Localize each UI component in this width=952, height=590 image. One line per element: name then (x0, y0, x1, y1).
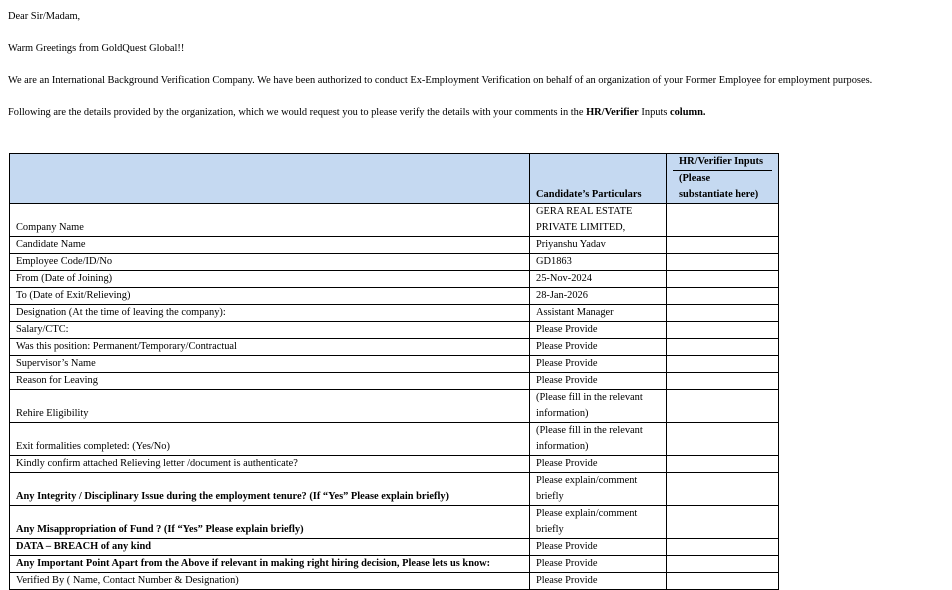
row-label: Was this position: Permanent/Temporary/Contractual (10, 339, 530, 356)
row-value: Please Provide (530, 356, 667, 373)
header-substantiate-note: (Please substantiate here) (679, 173, 759, 200)
verifier-input-cell[interactable] (667, 288, 779, 305)
row-label: Any Integrity / Disciplinary Issue during the employment tenure? (If “Yes” Please explain briefly) (10, 473, 530, 506)
row-value: Please Provide (530, 339, 667, 356)
row-label: Verified By ( Name, Contact Number & Designation) (10, 573, 530, 590)
verifier-input-cell[interactable] (667, 237, 779, 254)
table-row (10, 423, 779, 456)
table-row (10, 556, 779, 573)
table-row (10, 373, 779, 390)
row-value: Please Provide (530, 322, 667, 339)
row-value: Please Provide (530, 373, 667, 390)
table-row (10, 254, 779, 271)
table-row (10, 506, 779, 539)
table-row (10, 473, 779, 506)
table-row (10, 573, 779, 590)
row-value: Please Provide (530, 539, 667, 556)
request-paragraph (8, 107, 706, 118)
verifier-input-cell[interactable] (667, 506, 779, 539)
row-label: To (Date of Exit/Relieving) (10, 288, 530, 305)
row-label: Designation (At the time of leaving the company): (10, 305, 530, 322)
verifier-input-cell[interactable] (667, 556, 779, 573)
row-value: GD1863 (530, 254, 667, 271)
table-row (10, 204, 779, 237)
row-label: Kindly confirm attached Relieving letter /document is authenticate? (10, 456, 530, 473)
verifier-input-cell[interactable] (667, 390, 779, 423)
header-hr-verifier-title: HR/Verifier Inputs (673, 154, 772, 171)
greeting: Warm Greetings from GoldQuest Global!! (8, 43, 185, 54)
table-row (10, 288, 779, 305)
row-value: Please Provide (530, 456, 667, 473)
row-label: Salary/CTC: (10, 322, 530, 339)
verifier-input-cell[interactable] (667, 356, 779, 373)
header-blank-cell (10, 154, 530, 204)
row-label: DATA – BREACH of any kind (10, 539, 530, 556)
row-value: 25-Nov-2024 (530, 271, 667, 288)
row-value: 28-Jan-2026 (530, 288, 667, 305)
table-row (10, 356, 779, 373)
row-value: Please explain/comment briefly (530, 506, 667, 539)
row-value: GERA REAL ESTATE PRIVATE LIMITED, (530, 204, 667, 237)
request-bold-column: column. (670, 107, 706, 118)
verifier-input-cell[interactable] (667, 539, 779, 556)
table-row (10, 456, 779, 473)
row-label: Supervisor’s Name (10, 356, 530, 373)
header-candidate-particulars: Candidate’s Particulars (530, 154, 667, 204)
table-row (10, 271, 779, 288)
table-row (10, 237, 779, 254)
row-label: Reason for Leaving (10, 373, 530, 390)
row-value: Assistant Manager (530, 305, 667, 322)
verifier-input-cell[interactable] (667, 423, 779, 456)
verifier-input-cell[interactable] (667, 573, 779, 590)
request-text: Following are the details provided by the organization, which we would request you to please verify the details with your comments in the (8, 107, 587, 118)
table-row (10, 322, 779, 339)
request-bold-hr-verifier: HR/Verifier (586, 107, 639, 118)
row-value: (Please fill in the relevant information) (530, 390, 667, 423)
row-value: Priyanshu Yadav (530, 237, 667, 254)
verifier-input-cell[interactable] (667, 305, 779, 322)
verifier-input-cell[interactable] (667, 254, 779, 271)
row-label: Company Name (10, 204, 530, 237)
table-row (10, 305, 779, 322)
verifier-input-cell[interactable] (667, 339, 779, 356)
row-value: Please explain/comment briefly (530, 473, 667, 506)
table-row (10, 390, 779, 423)
row-label: Exit formalities completed: (Yes/No) (10, 423, 530, 456)
row-value: Please Provide (530, 573, 667, 590)
table-row (10, 539, 779, 556)
verifier-input-cell[interactable] (667, 322, 779, 339)
intro-paragraph: We are an International Background Verification Company. We have been authorized to conduct Ex-Employment Verification on behalf of an organization of your Former Employee for employment purposes. (8, 75, 873, 86)
verifier-input-cell[interactable] (667, 271, 779, 288)
header-hr-verifier-inputs (667, 154, 779, 204)
row-label: Any Important Point Apart from the Above if relevant in making right hiring decision, Please lets us know: (10, 556, 530, 573)
row-label: Rehire Eligibility (10, 390, 530, 423)
salutation: Dear Sir/Madam, (8, 11, 81, 22)
row-label: Candidate Name (10, 237, 530, 254)
request-inputs-text: Inputs (638, 107, 670, 118)
table-header-row (10, 154, 779, 204)
verifier-input-cell[interactable] (667, 473, 779, 506)
row-value: (Please fill in the relevant information) (530, 423, 667, 456)
verifier-input-cell[interactable] (667, 204, 779, 237)
row-label: Any Misappropriation of Fund ? (If “Yes” Please explain briefly) (10, 506, 530, 539)
row-label: From (Date of Joining) (10, 271, 530, 288)
table-row (10, 339, 779, 356)
row-value: Please Provide (530, 556, 667, 573)
verifier-input-cell[interactable] (667, 456, 779, 473)
verification-table (9, 153, 779, 590)
verifier-input-cell[interactable] (667, 373, 779, 390)
row-label: Employee Code/ID/No (10, 254, 530, 271)
